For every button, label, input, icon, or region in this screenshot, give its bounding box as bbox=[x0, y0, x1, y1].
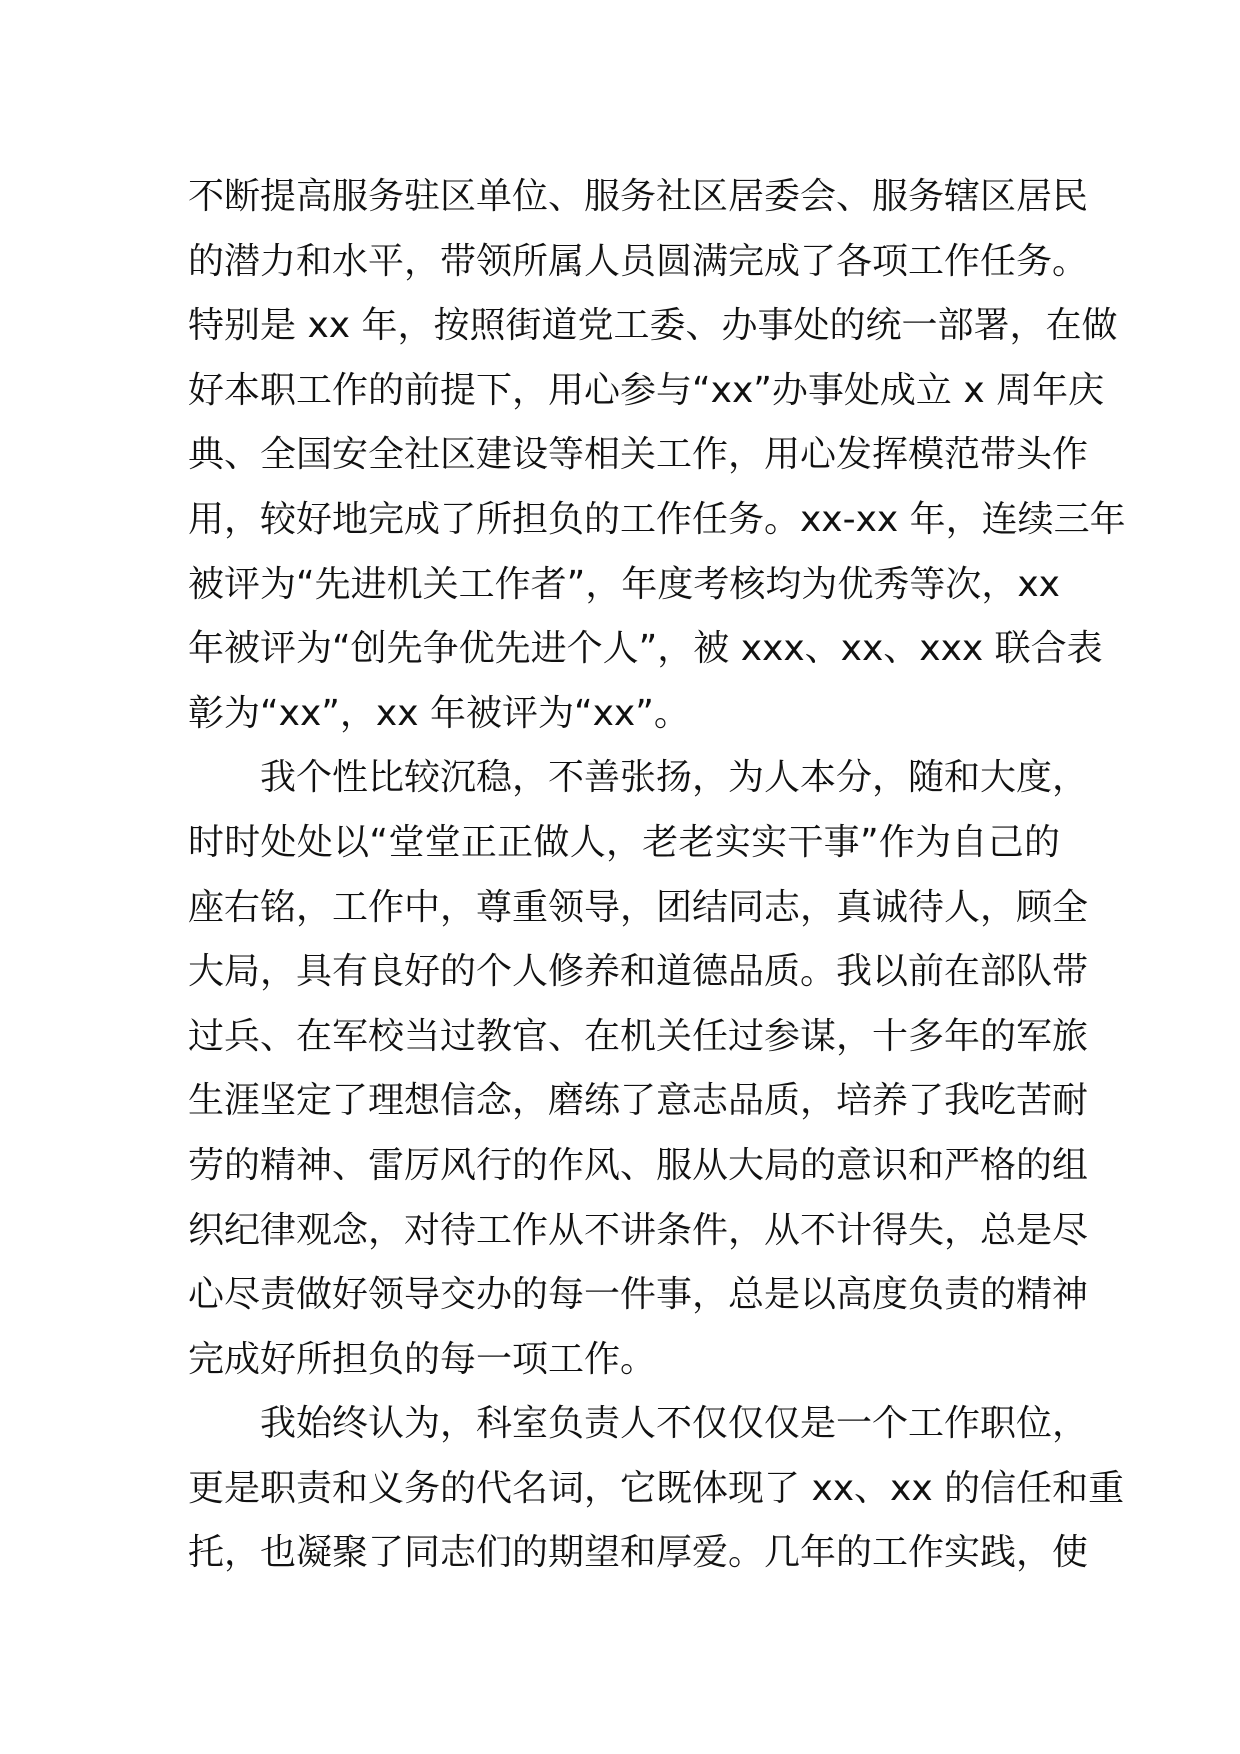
paragraph-2 bbox=[188, 746, 1089, 1392]
document-body bbox=[188, 165, 1126, 1586]
paragraph-line: 更是职责和义务的代名词，它既体现了 xx、xx 的信任和重 bbox=[188, 1467, 1125, 1509]
paragraph-1 bbox=[188, 165, 1126, 746]
paragraph-line: 织纪律观念，对待工作从不讲条件，从不计得失，总是尽 bbox=[188, 1209, 1089, 1251]
paragraph-line: 被评为“先进机关工作者”，年度考核均为优秀等次，xx bbox=[188, 563, 1060, 605]
paragraph-line: 好本职工作的前提下，用心参与“xx”办事处成立 x 周年庆 bbox=[188, 369, 1105, 411]
paragraph-line: 过兵、在军校当过教官、在机关任过参谋，十多年的军旅 bbox=[188, 1015, 1089, 1057]
paragraph-line: 完成好所担负的每一项工作。 bbox=[188, 1338, 657, 1380]
paragraph-line: 的潜力和水平，带领所属人员圆满完成了各项工作任务。 bbox=[188, 240, 1089, 282]
paragraph-line: 托，也凝聚了同志们的期望和厚爱。几年的工作实践，使 bbox=[188, 1532, 1089, 1574]
paragraph-line: 典、全国安全社区建设等相关工作，用心发挥模范带头作 bbox=[188, 434, 1089, 476]
paragraph-line: 时时处处以“堂堂正正做人，老老实实干事”作为自己的 bbox=[188, 821, 1060, 863]
paragraph-3 bbox=[188, 1392, 1125, 1586]
paragraph-line: 座右铭，工作中，尊重领导，团结同志，真诚待人，顾全 bbox=[188, 886, 1089, 928]
paragraph-line: 不断提高服务驻区单位、服务社区居委会、服务辖区居民 bbox=[188, 176, 1089, 217]
paragraph-line: 生涯坚定了理想信念，磨练了意志品质，培养了我吃苦耐 bbox=[188, 1080, 1089, 1122]
paragraph-line: 我始终认为，科室负责人不仅仅仅是一个工作职位， bbox=[260, 1403, 1089, 1445]
paragraph-line: 大局，具有良好的个人修养和道德品质。我以前在部队带 bbox=[188, 951, 1089, 993]
paragraph-line: 用，较好地完成了所担负的工作任务。xx-xx 年，连续三年 bbox=[188, 498, 1126, 540]
paragraph-line: 年被评为“创先争优先进个人”，被 xxx、xx、xxx 联合表 bbox=[188, 628, 1103, 670]
paragraph-line: 心尽责做好领导交办的每一件事，总是以高度负责的精神 bbox=[188, 1274, 1089, 1316]
paragraph-line: 劳的精神、雷厉风行的作风、服从大局的意识和严格的组 bbox=[188, 1144, 1089, 1186]
paragraph-line: 特别是 xx 年，按照街道党工委、办事处的统一部署，在做 bbox=[188, 305, 1118, 347]
paragraph-line: 彰为“xx”，xx 年被评为“xx”。 bbox=[188, 692, 690, 734]
paragraph-line: 我个性比较沉稳，不善张扬，为人本分，随和大度， bbox=[260, 757, 1089, 799]
